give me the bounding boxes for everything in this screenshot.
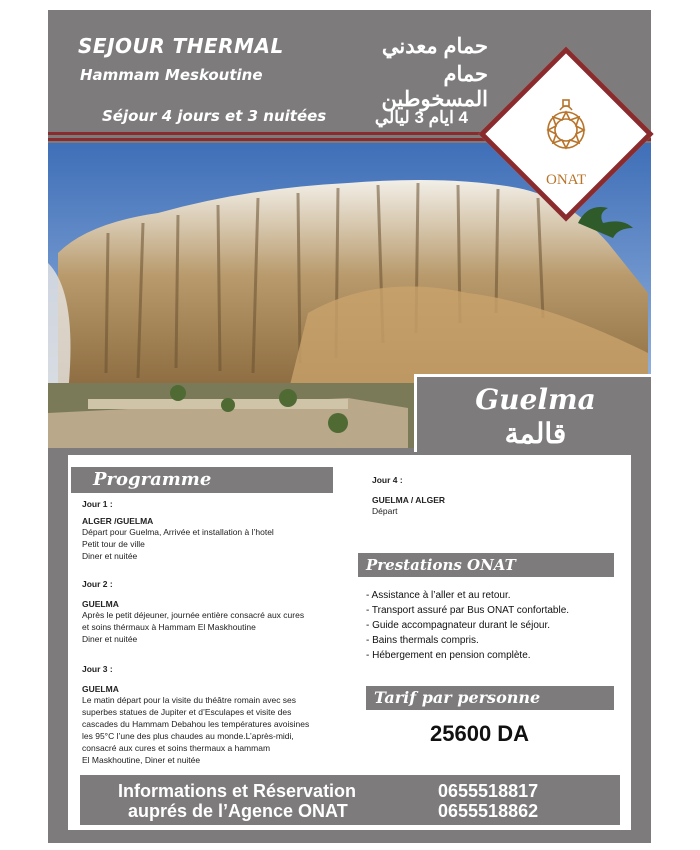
duration-ar: 4 ايام 3 ليالي bbox=[374, 108, 468, 127]
prestations-list bbox=[366, 588, 569, 663]
day-line: superbes statues de Jupiter et d’Esculapes et visite des bbox=[82, 707, 292, 717]
prestation-item: - Assistance à l’aller et au retour. bbox=[366, 590, 511, 601]
day-line: consacré aux cures et soins thermaux a hammam bbox=[82, 743, 271, 753]
day-line: Après le petit déjeuner, journée entière consacré aux cures bbox=[82, 610, 305, 620]
contact-band bbox=[80, 775, 620, 825]
day-heading: Jour 2 : bbox=[82, 579, 113, 589]
day-heading: Jour 1 : bbox=[82, 499, 113, 509]
logo-text: ONAT bbox=[546, 172, 586, 188]
day-line: Petit tour de ville bbox=[82, 539, 145, 549]
prestation-item: - Transport assuré par Bus ONAT confortable. bbox=[366, 605, 570, 616]
programme-heading: Programme bbox=[71, 467, 333, 493]
day-place: GUELMA bbox=[82, 684, 119, 694]
content-panel bbox=[68, 455, 631, 830]
day-line: les 95°C l’une des plus chaudes au monde.L’après-midi, bbox=[82, 731, 294, 741]
price: 25600 DA bbox=[430, 721, 530, 746]
day-line: et soins thérmaux à Hammam El Maskhoutine bbox=[82, 622, 256, 632]
title-fr: SEJOUR THERMAL bbox=[78, 34, 284, 58]
day-line: Départ pour Guelma, Arrivée et installation à l’hotel bbox=[82, 527, 274, 537]
prestations-heading: Prestations ONAT bbox=[358, 553, 614, 577]
subtitle-ar: حمام المسخوطين bbox=[381, 63, 488, 111]
day-line: Départ bbox=[372, 506, 398, 516]
day-line: El Maskhoutine, Diner et nuitée bbox=[82, 755, 201, 765]
day-line: Diner et nuitée bbox=[82, 634, 138, 644]
day-line: Le matin départ pour la visite du théâtre romain avec ses bbox=[82, 695, 297, 705]
duration-fr: Séjour 4 jours et 3 nuitées bbox=[102, 107, 327, 125]
subtitle-fr: Hammam Meskoutine bbox=[80, 66, 263, 84]
contact-line: Informations et Réservation bbox=[118, 781, 357, 801]
prestation-item: - Hébergement en pension complète. bbox=[366, 650, 531, 661]
day-place: ALGER /GUELMA bbox=[82, 516, 154, 526]
title-ar: حمام معدني bbox=[381, 35, 488, 58]
day-line: Diner et nuitée bbox=[82, 551, 138, 561]
day-place: GUELMA / ALGER bbox=[372, 495, 446, 505]
destination-box bbox=[414, 374, 651, 452]
destination-ar: قالمة bbox=[504, 418, 567, 449]
phone-number[interactable]: 0655518862 bbox=[438, 801, 539, 821]
contact-line: auprés de l’Agence ONAT bbox=[128, 801, 348, 821]
poster bbox=[48, 10, 651, 843]
destination-fr: Guelma bbox=[475, 383, 596, 416]
prestation-item: - Guide accompagnateur durant le séjour. bbox=[366, 620, 550, 631]
tarif-heading: Tarif par personne bbox=[366, 686, 614, 710]
day-line: cascades du Hammam Debahou les températures avoisines bbox=[82, 719, 310, 729]
day-heading: Jour 4 : bbox=[372, 475, 403, 485]
day-heading: Jour 3 : bbox=[82, 664, 113, 674]
prestation-item: - Bains thermals compris. bbox=[366, 635, 479, 646]
day-place: GUELMA bbox=[82, 599, 119, 609]
phone-number[interactable]: 0655518817 bbox=[438, 781, 539, 801]
